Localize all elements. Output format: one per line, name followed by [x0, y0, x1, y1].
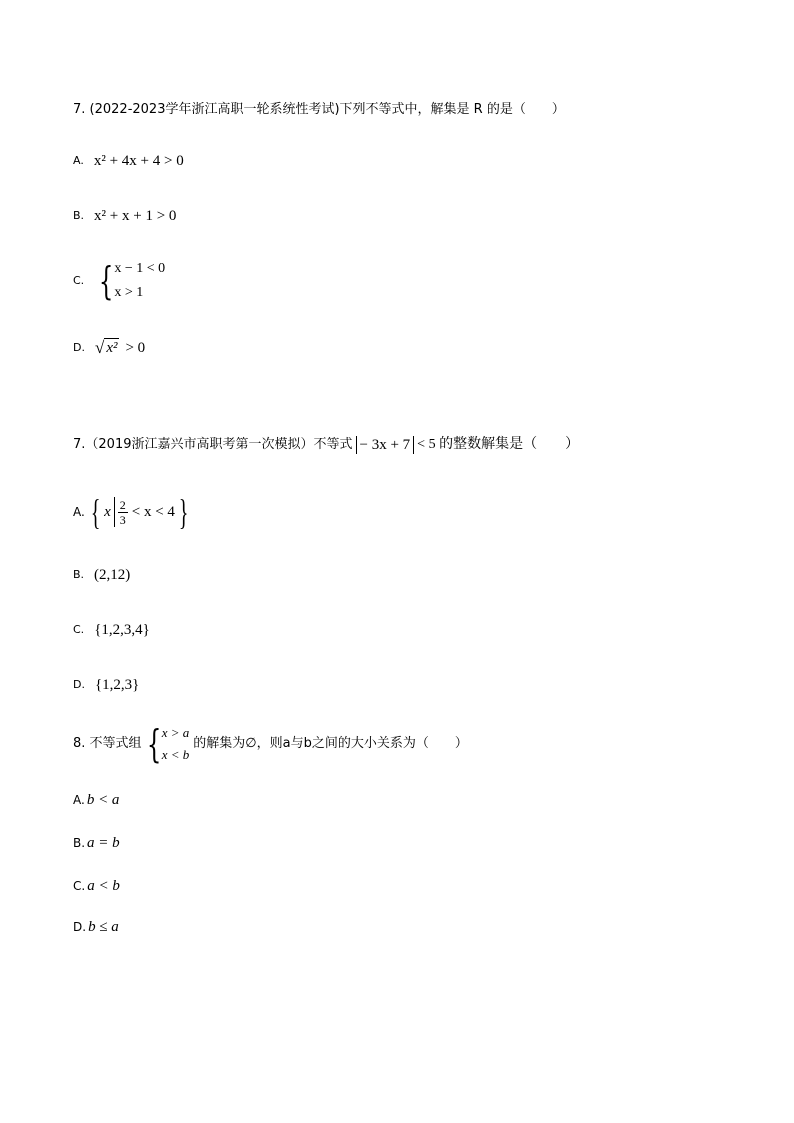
q3-option-a — [73, 791, 119, 809]
option-label: C. — [73, 274, 85, 287]
system-line-1: x > a — [161, 725, 190, 740]
set-variable: x — [104, 504, 111, 520]
option-label: A. — [73, 793, 85, 807]
right-brace-icon: } — [178, 492, 189, 532]
option-label: C. — [73, 623, 85, 636]
q2-option-b-expr: (2,12) — [94, 567, 131, 583]
q3-option-a-expr: b < a — [86, 792, 120, 808]
fraction-numerator: 2 — [119, 497, 126, 512]
left-brace-icon: { — [90, 492, 101, 532]
q1-option-d — [73, 338, 145, 357]
option-label: C. — [73, 879, 86, 893]
q1-option-c-system — [94, 257, 165, 305]
q2-option-a-set — [87, 494, 192, 530]
radicand: x² — [106, 340, 118, 356]
q2-option-b — [73, 566, 130, 584]
option-label: B. — [73, 836, 86, 850]
left-brace-icon: { — [99, 259, 114, 303]
question-1-stem: 7. (2022-2023学年浙江高职一轮系统性考试)下列不等式中，解集是 R 的是（ ） — [73, 102, 565, 117]
q3-option-d-expr: b ≤ a — [88, 919, 119, 935]
option-label: D. — [73, 678, 85, 691]
option-label: B. — [73, 568, 85, 581]
option-label: D. — [73, 920, 87, 934]
q1-option-c — [73, 257, 165, 305]
q2-option-c — [73, 621, 150, 639]
q1-option-a — [73, 152, 184, 170]
q2-option-d-expr: {1,2,3} — [94, 677, 140, 693]
q3-option-b — [73, 834, 120, 852]
q2-option-a — [73, 494, 192, 530]
set-divider — [114, 497, 115, 527]
sqrt-icon: √ — [94, 338, 105, 357]
option-label: B. — [73, 209, 85, 222]
option-label: D. — [73, 340, 85, 354]
option-label: A. — [73, 505, 85, 519]
q2-stem-after: < 5 的整数解集是（ ） — [417, 437, 580, 452]
q2-option-d — [73, 676, 139, 694]
q3-stem-before: 8. 不等式组 — [73, 736, 142, 751]
q3-option-d — [73, 918, 119, 936]
q2-option-c-expr: {1,2,3,4} — [94, 622, 150, 638]
q3-option-b-expr: a = b — [87, 835, 120, 851]
fraction-denominator: 3 — [119, 512, 126, 527]
q1-option-d-rest: > 0 — [125, 339, 146, 356]
q1-option-d-sqrt — [95, 338, 120, 357]
set-condition-rest: < x < 4 — [131, 504, 175, 520]
q1-option-b — [73, 207, 176, 225]
q1-option-b-expr: x² + x + 1 > 0 — [94, 208, 177, 224]
q3-option-c-expr: a < b — [87, 878, 120, 894]
question-3-stem — [73, 722, 468, 766]
q2-stem-before: 7.（2019浙江嘉兴市高职考第一次模拟）不等式 — [73, 437, 353, 452]
fraction — [118, 498, 128, 527]
system-line-2: x < b — [161, 747, 190, 762]
q3-option-c — [73, 877, 120, 895]
q1-option-a-expr: x² + 4x + 4 > 0 — [93, 153, 184, 169]
left-brace-icon: { — [146, 722, 161, 766]
question-2-stem — [73, 436, 579, 454]
q3-stem-after: 的解集为∅，则a与b之间的大小关系为（ ） — [193, 736, 468, 751]
q3-system — [142, 722, 190, 766]
system-line-1: x − 1 < 0 — [114, 261, 166, 276]
system-line-2: x > 1 — [114, 285, 144, 300]
option-label: A. — [73, 154, 84, 167]
q2-absolute-value: − 3x + 7 — [356, 436, 415, 454]
